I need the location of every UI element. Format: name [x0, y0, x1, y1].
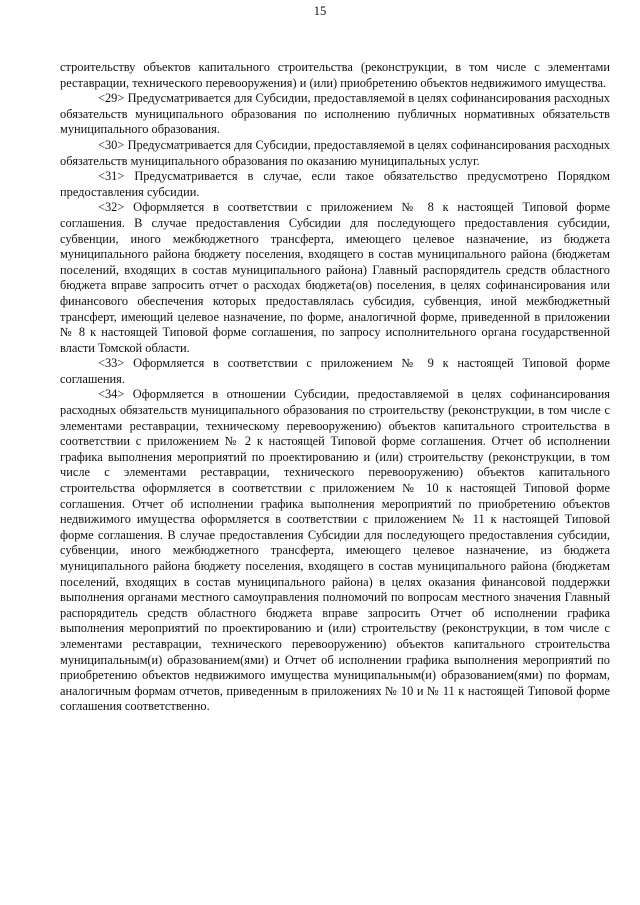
- footnote-continuation: строительству объектов капитального строительства (реконструкции, в том числе с элементами реставрации, технического перевооружения) и (или) приобретению объектов недвижимого имущества.: [60, 60, 610, 90]
- footnotes-body: [60, 60, 610, 715]
- footnote-33: <33> Оформляется в соответствии с приложением № 9 к настоящей Типовой форме соглашения.: [60, 356, 610, 386]
- footnote-34: <34> Оформляется в отношении Субсидии, предоставляемой в целях софинансирования расходных обязательств муниципального образования по строительству (реконструкции, в том числе с элементами реставрации, техническому перевооружению) объектов капитального строительства в соответствии с приложением № 2 к настоящей Типовой форме соглашения. Отчет об исполнении графика выполнения мероприятий по проектированию и (или) строительству (реконструкции, в том числе с элементами реставрации, технического перевооружению) объектов капитального строительства оформляется в соответствии с приложением № 10 к настоящей Типовой форме соглашения. Отчет об исполнении графика выполнения мероприятий по приобретению объектов недвижимого имущества оформляется в соответствии с приложением № 11 к настоящей Типовой форме соглашения. В случае предоставления Субсидии для последующего предоставления субсидии, субвенции, иного межбюджетного трансферта, имеющего целевое назначение, из бюджета муниципального района бюджету поселения, входящего в состав муниципального района (бюджетам поселений, входящих в состав муниципального района) в целях оказания финансовой поддержки выполнения органами местного самоуправления полномочий по вопросам местного значения Главный распорядитель средств областного бюджета вправе запросить Отчет об исполнении графика выполнения мероприятий по проектированию и (или) строительству (реконструкции, в том числе с элементами реставрации, технического перевооружению) объектов капитального строительства муниципальным(и) образованием(ями) и Отчет об исполнении графика выполнения мероприятий по приобретению объектов недвижимого имущества муниципальным(и) образованием(ями) по формам, аналогичным формам отчетов, приведенным в приложениях № 10 и № 11 к настоящей Типовой форме соглашения соответственно.: [60, 387, 610, 714]
- footnote-30: <30> Предусматривается для Субсидии, предоставляемой в целях софинансирования расходных обязательств муниципального образования по оказанию муниципальных услуг.: [60, 137, 610, 168]
- footnote-29: <29> Предусматривается для Субсидии, предоставляемой в целях софинансирования расходных обязательств муниципального образования по исполнению публичных нормативных обязательств муниципального образования.: [60, 91, 610, 137]
- footnote-32: <32> Оформляется в соответствии с приложением № 8 к настоящей Типовой форме соглашения. В случае предоставления Субсидии для последующего предоставления субсидии, субвенции, иного межбюджетного трансферта, имеющего целевое назначение, из бюджета муниципального района бюджету поселения, входящего в состав муниципального района (бюджетам поселений, входящих в состав муниципального района) Главный распорядитель средств областного бюджета вправе запросить отчет о расходах бюджета(ов) поселения, в целях софинансирования или финансового обеспечения которых предоставлялась субсидия, субвенция, иной межбюджетный трансферт, имеющий целевое назначение, по форме, аналогичной форме, приведенной в приложении № 8 к настоящей Типовой форме соглашения, по запросу исполнительного органа государственной власти Томской области.: [60, 200, 610, 355]
- footnote-31: <31> Предусматривается в случае, если такое обязательство предусмотрено Порядком предоставления субсидии.: [60, 169, 610, 199]
- page-number: 15: [313, 4, 327, 18]
